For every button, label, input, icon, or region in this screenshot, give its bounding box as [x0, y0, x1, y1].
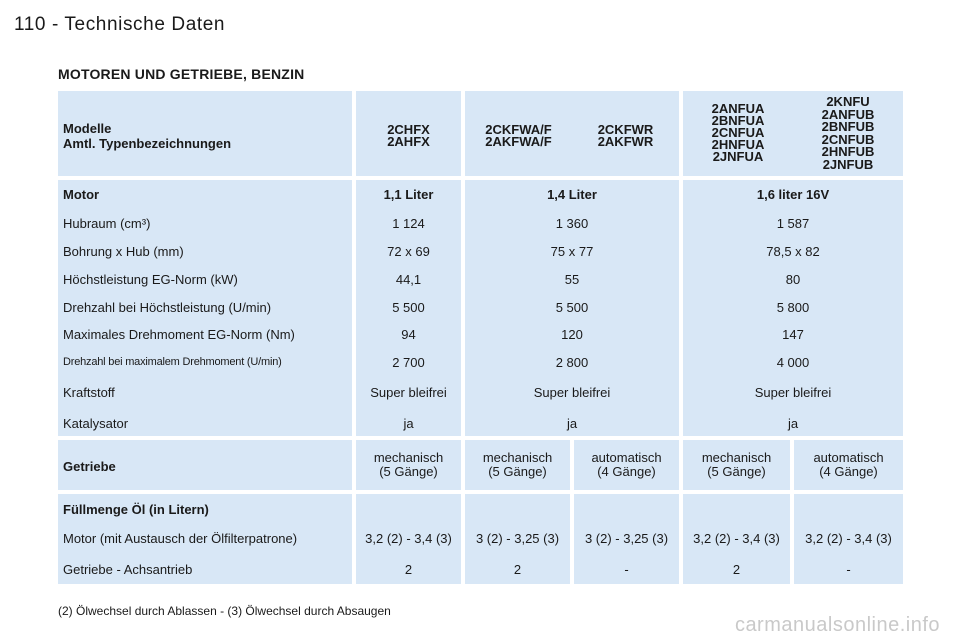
- row-value: 1 360: [555, 216, 589, 231]
- row-value: 2: [732, 562, 741, 577]
- row-label: Kraftstoff: [63, 385, 115, 400]
- model-code: 2BNFUA: [711, 113, 765, 128]
- gearbox-type: [683, 451, 790, 479]
- gearbox-gears: (4 Gänge): [819, 464, 878, 479]
- row-value: 5 800: [776, 300, 810, 315]
- model-code: 2ANFUA: [711, 101, 765, 116]
- gearbox-kind: automatisch: [591, 450, 662, 465]
- row-value: 2 700: [392, 355, 425, 370]
- row-label: Katalysator: [63, 416, 129, 431]
- row-value: Super bleifrei: [754, 385, 832, 400]
- row-value: Super bleifrei: [533, 385, 611, 400]
- row-value: 120: [561, 327, 583, 342]
- row-label: Drehzahl bei Höchstleistung (U/min): [63, 300, 272, 315]
- row-value: 80: [785, 272, 801, 287]
- model-code: 2AHFX: [387, 134, 430, 149]
- model-code: 2CNFUB: [821, 131, 875, 147]
- row-label: Motor (mit Austausch der Ölfilterpatrone): [63, 531, 298, 546]
- row-value: 3,2 (2) - 3,4 (3): [693, 531, 780, 546]
- gearbox-type: [794, 451, 903, 479]
- row-value: 55: [564, 272, 580, 287]
- gearbox-kind: mechanisch: [701, 450, 772, 465]
- model-code: 2JNFUA: [712, 149, 764, 164]
- oil-label: Füllmenge Öl (in Litern): [63, 502, 209, 517]
- row-value: 75 x 77: [550, 244, 594, 259]
- gearbox-type: [465, 451, 570, 479]
- row-value: Super bleifrei: [370, 385, 447, 400]
- model-code: 2HNFUB: [821, 144, 875, 160]
- row-label: Hubraum (cm³): [63, 216, 151, 231]
- model-code: 2JNFUB: [822, 156, 874, 172]
- model-code: 2CNFUA: [711, 125, 765, 140]
- row-value: 3,2 (2) - 3,4 (3): [805, 531, 892, 546]
- row-label: Bohrung x Hub (mm): [63, 244, 184, 259]
- row-label: Drehzahl bei maximalem Drehmoment (U/min): [63, 356, 282, 368]
- model-code: 2KNFU: [826, 94, 870, 109]
- row-value: 2: [513, 562, 522, 577]
- engine-displacement-2: 1,4 Liter: [547, 187, 597, 202]
- model-code: 2BNFUB: [821, 119, 875, 135]
- models-col1: [356, 124, 461, 148]
- gearbox-gears: (5 Gänge): [707, 464, 766, 479]
- engine-label: Motor: [63, 187, 100, 202]
- gearbox-gears: (4 Gänge): [597, 464, 656, 479]
- model-code: 2CKFWA/F: [485, 122, 552, 137]
- gearbox-kind: mechanisch: [373, 450, 444, 465]
- models-label: [63, 121, 231, 151]
- row-value: 2 800: [555, 355, 589, 370]
- row-value: 3,2 (2) - 3,4 (3): [365, 531, 452, 546]
- section-title: MOTOREN UND GETRIEBE, BENZIN: [58, 66, 305, 82]
- row-value: ja: [566, 416, 578, 431]
- model-code: 2HNFUA: [711, 137, 765, 152]
- row-value: ja: [787, 416, 799, 431]
- row-value: 78,5 x 82: [766, 244, 820, 259]
- engine-displacement-3: 1,6 liter 16V: [756, 187, 830, 202]
- models-col4: [683, 103, 793, 163]
- gearbox-label: Getriebe: [63, 459, 116, 474]
- row-value: 3 (2) - 3,25 (3): [475, 531, 560, 546]
- models-col5: [793, 96, 903, 172]
- gearbox-gears: (5 Gänge): [379, 464, 438, 479]
- models-col3: [572, 124, 679, 148]
- watermark-text: carmanualsonline.info: [734, 614, 940, 636]
- row-value: 1 587: [776, 216, 810, 231]
- row-value: 3 (2) - 3,25 (3): [584, 531, 669, 546]
- row-value: ja: [403, 416, 414, 431]
- row-value: 1 124: [392, 216, 425, 231]
- model-code: 2AKFWA/F: [485, 134, 552, 149]
- row-label: Höchstleistung EG-Norm (kW): [63, 272, 238, 287]
- row-value: 2: [404, 562, 413, 577]
- gearbox-type: [356, 451, 461, 479]
- model-code: 2AKFWR: [597, 134, 654, 149]
- row-value: 44,1: [395, 272, 422, 287]
- models-label-line2: Amtl. Typenbezeichnungen: [63, 136, 232, 151]
- models-label-line1: Modelle: [63, 121, 112, 136]
- row-label: Maximales Drehmoment EG-Norm (Nm): [63, 327, 295, 342]
- row-value: 94: [401, 327, 416, 342]
- row-value: 5 500: [555, 300, 589, 315]
- gearbox-gears: (5 Gänge): [488, 464, 547, 479]
- model-code: 2CHFX: [387, 122, 430, 137]
- models-col2: [465, 124, 572, 148]
- row-label: Getriebe - Achsantrieb: [63, 562, 193, 577]
- row-value: -: [846, 562, 851, 577]
- model-code: 2ANFUB: [821, 106, 875, 122]
- footnote: (2) Ölwechsel durch Ablassen - (3) Ölwechsel durch Absaugen: [58, 604, 391, 618]
- gearbox-kind: automatisch: [813, 450, 884, 465]
- row-value: -: [624, 562, 629, 577]
- page-title: 110 - Technische Daten: [14, 14, 226, 35]
- engine-displacement-1: 1,1 Liter: [383, 187, 434, 202]
- gearbox-type: [574, 451, 679, 479]
- model-code: 2CKFWR: [597, 122, 654, 137]
- gearbox-kind: mechanisch: [482, 450, 553, 465]
- row-value: 147: [782, 327, 804, 342]
- row-value: 72 x 69: [387, 244, 430, 259]
- row-value: 5 500: [392, 300, 425, 315]
- row-value: 4 000: [776, 355, 810, 370]
